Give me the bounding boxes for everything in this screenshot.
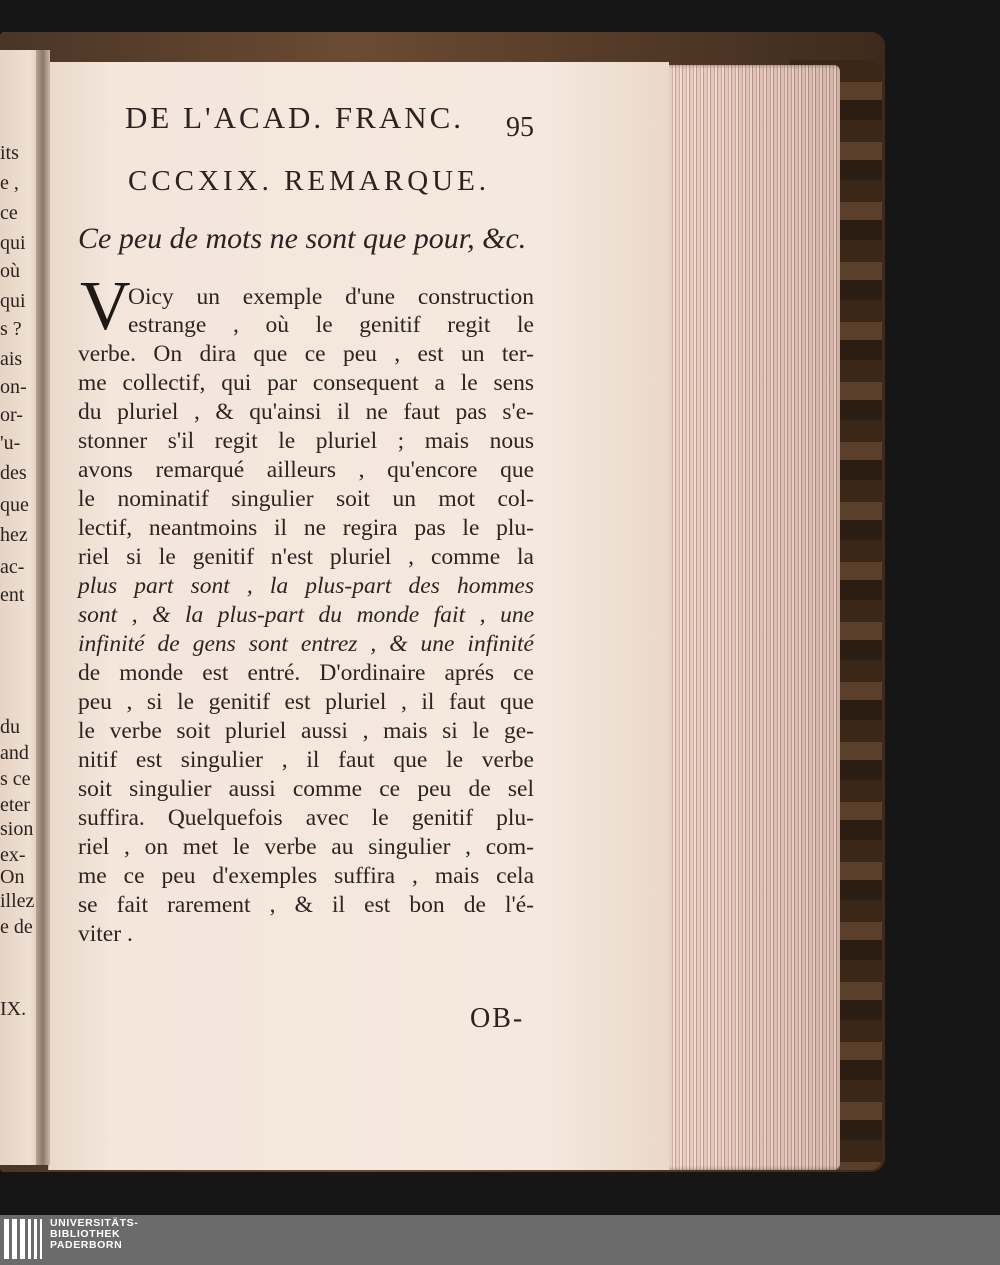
facing-page-fragment: des — [0, 462, 27, 484]
facing-page-fragment: du — [0, 716, 20, 738]
facing-page-fragment: IX. — [0, 998, 27, 1020]
body-line: infinité de gens sont entrez , & une infinité — [78, 631, 534, 657]
body-line: viter . — [78, 921, 133, 947]
facing-page-fragment: sion — [0, 818, 34, 840]
facing-page-fragment: illez — [0, 890, 35, 912]
body-line: stonner s'il regit le pluriel ; mais nous — [78, 428, 534, 454]
footer-logo-line: UNIVERSITÄTS- — [50, 1217, 139, 1229]
remark-subtitle: Ce peu de mots ne sont que pour, &c. — [78, 222, 527, 255]
facing-page-fragment: s ce — [0, 768, 31, 790]
facing-page-fragment: ais — [0, 348, 23, 370]
facing-page-fragment: 'u- — [0, 432, 21, 454]
book-gutter — [36, 50, 50, 1165]
body-line: nitif est singulier , il faut que le verbe — [78, 747, 534, 773]
body-line: lectif, neantmoins il ne regira pas le plu- — [78, 515, 534, 541]
facing-page-fragment: eter — [0, 794, 30, 816]
facing-page-fragment: hez — [0, 524, 28, 546]
facing-page-fragment: ent — [0, 584, 25, 606]
facing-page-fragment: s ? — [0, 318, 22, 340]
facing-page-fragment: e , — [0, 172, 19, 194]
body-line: soit singulier aussi comme ce peu de sel — [78, 776, 534, 802]
catchword: OB- — [470, 1003, 525, 1034]
footer-bar — [0, 1215, 1000, 1265]
body-line: estrange , où le genitif regit le — [128, 312, 534, 338]
body-line: avons remarqué ailleurs , qu'encore que — [78, 457, 534, 483]
body-line: de monde est entré. D'ordinaire aprés ce — [78, 660, 534, 686]
body-line: riel si le genitif n'est pluriel , comme la — [78, 544, 534, 570]
drop-capital: V — [80, 268, 131, 345]
footer-logo-line: BIBLIOTHEK — [50, 1228, 121, 1240]
body-line: du pluriel , & qu'ainsi il ne faut pas s'e- — [78, 399, 534, 425]
facing-page-fragment: ce — [0, 202, 18, 224]
facing-page-fragment: où — [0, 260, 20, 282]
facing-page-fragment: qui — [0, 232, 26, 254]
facing-page-fragment: e de — [0, 916, 33, 938]
body-line: plus part sont , la plus-part des hommes — [78, 573, 534, 599]
body-line: suffira. Quelquefois avec le genitif plu- — [78, 805, 534, 831]
facing-page-fragment: and — [0, 742, 29, 764]
body-line: me ce peu d'exemples suffira , mais cela — [78, 863, 534, 889]
library-logo-icon — [4, 1219, 42, 1259]
facing-page-fragment: On — [0, 866, 25, 888]
facing-page-fragment: ex- — [0, 844, 26, 866]
body-line: me collectif, qui par consequent a le sens — [78, 370, 534, 396]
footer-logo-line: PADERBORN — [50, 1239, 123, 1251]
body-line: peu , si le genitif est pluriel , il faut que — [78, 689, 534, 715]
body-line: le nominatif singulier soit un mot col- — [78, 486, 534, 512]
page-number: 95 — [506, 112, 534, 143]
body-line: le verbe soit pluriel aussi , mais si le ge- — [78, 718, 534, 744]
facing-page-fragment: on- — [0, 376, 27, 398]
facing-page-fragment: its — [0, 142, 19, 164]
body-line: sont , & la plus-part du monde fait , une — [78, 602, 534, 628]
running-head: DE L'ACAD. FRANC. — [125, 100, 465, 135]
facing-page-fragment: que — [0, 494, 29, 516]
body-line: verbe. On dira que ce peu , est un ter- — [78, 341, 534, 367]
facing-page-fragment: qui — [0, 290, 26, 312]
body-line: riel , on met le verbe au singulier , com- — [78, 834, 534, 860]
page-block-edge — [655, 65, 840, 1170]
body-line: Oicy un exemple d'une construction — [128, 284, 534, 310]
body-line: se fait rarement , & il est bon de l'é- — [78, 892, 534, 918]
remark-title: CCCXIX. REMARQUE. — [128, 165, 491, 197]
facing-page-fragment: or- — [0, 404, 23, 426]
facing-page-fragment: ac- — [0, 556, 25, 578]
